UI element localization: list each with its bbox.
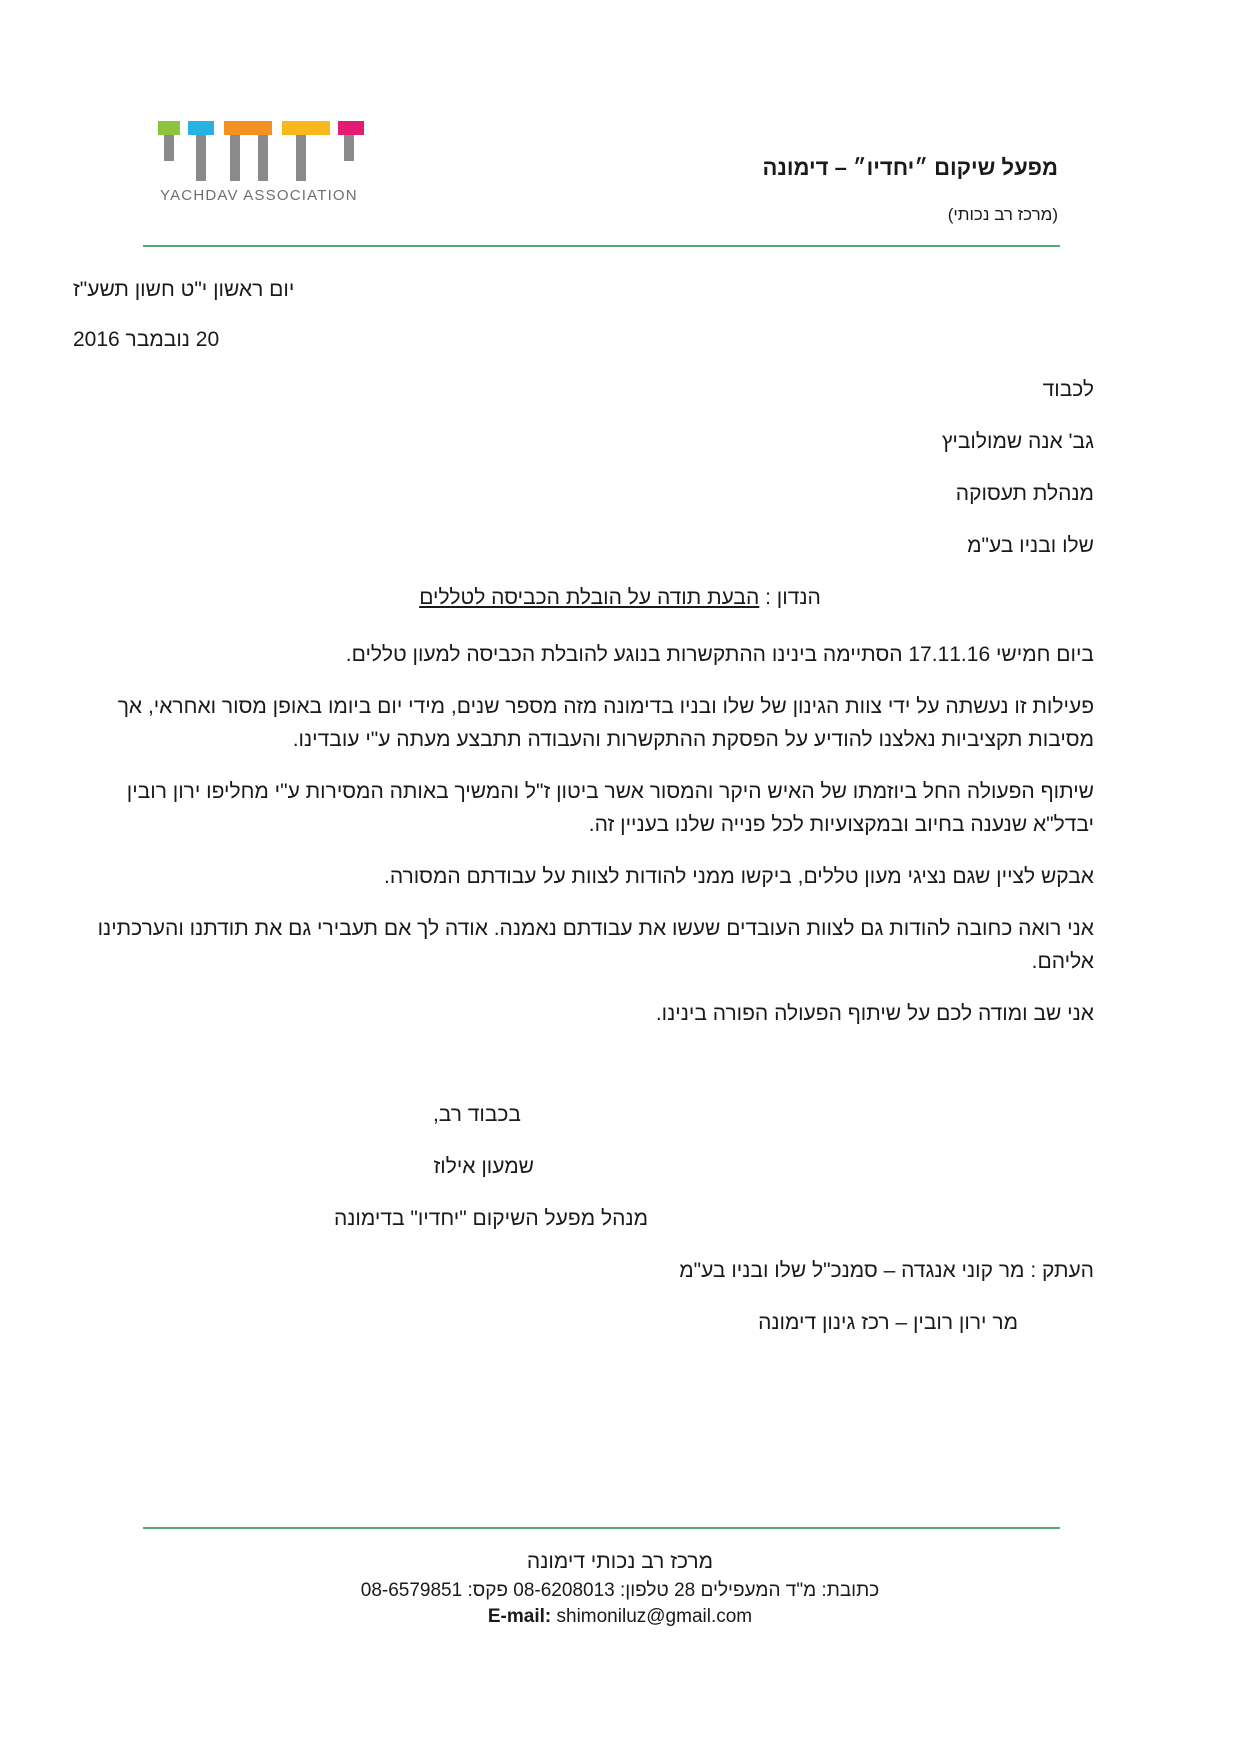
footer-email-line [0, 1606, 1240, 1628]
cc-line-1 [679, 1259, 1094, 1283]
footer-org: מרכז רב נכותי דימונה [526, 1550, 714, 1573]
footer-address: כתובת: מ"ד המעפילים 28 טלפון: 08-6208013 פקס: 08-6579851 [360, 1580, 880, 1601]
body-paragraph: שיתוף הפעולה החל ביוזמתו של האיש היקר והמסור אשר ביטון ז"ל והמשיך באותה המסירות ע"י מחליפו ירון רובין יבדל"א שנענה בחיוב ובמקצועיות לכל פנייה שלנו בעניין זה. [126, 780, 1094, 836]
org-subtitle: (מרכז רב נכותי) [947, 205, 1058, 224]
closing: בכבוד רב, [432, 1103, 521, 1126]
logo-bar-orange [224, 121, 272, 135]
cc-label: העתק : [1030, 1259, 1094, 1282]
subject-label: הנדון : [765, 586, 821, 609]
body-paragraph: אני שב ומודה לכם על שיתוף הפעולה הפורה בינינו. [655, 1002, 1094, 1025]
recipient-company: שלו ובניו בע"מ [967, 534, 1094, 557]
body-paragraph: ביום חמישי 17.11.16 הסתיימה בינינו ההתקשרות בנוגע להובלת הכביסה למעון טללים. [345, 643, 1094, 666]
logo-stem [196, 135, 206, 181]
subject-text: הבעת תודה על הובלת הכביסה לטללים [419, 586, 760, 609]
logo-bar-green [158, 121, 180, 135]
logo-stem [230, 135, 240, 181]
recipient-role: מנהלת תעסוקה [955, 482, 1094, 505]
subject-line [0, 586, 1240, 610]
body-paragraph: אני רואה כחובה להודות גם לצוות העובדים שעשו את עבודתם נאמנה. אודה לך אם תעבירי גם את תודתנו והערכתינו אליהם. [97, 917, 1094, 973]
yachdav-logo [158, 121, 366, 211]
footer-divider [143, 1527, 1060, 1529]
logo-text: YACHDAV ASSOCIATION [160, 187, 358, 204]
email-address[interactable]: shimoniluz@gmail.com [556, 1606, 753, 1627]
logo-stem [258, 135, 268, 181]
signer-name: שמעון אילוז [433, 1155, 534, 1178]
logo-stem [344, 135, 354, 161]
hebrew-date: יום ראשון י"ט חשון תשע"ז [73, 278, 295, 301]
logo-bar-blue [188, 121, 214, 135]
recipient-name: גב' אנה שמולוביץ [941, 430, 1094, 453]
email-label: E-mail: [487, 1606, 552, 1627]
body-paragraph: אבקש לציין שגם נציגי מעון טללים, ביקשו ממני להודות לצוות על עבודתם המסורה. [383, 865, 1094, 888]
gregorian-date: 20 נובמבר 2016 [73, 328, 220, 351]
salutation: לכבוד [1042, 378, 1094, 401]
logo-stem [164, 135, 174, 161]
logo-bar-pink [338, 121, 364, 135]
org-title: מפעל שיקום ״יחדיו״ – דימונה [762, 155, 1058, 180]
header-divider [143, 245, 1060, 247]
signer-title: מנהל מפעל השיקום "יחדיו" בדימונה [333, 1207, 648, 1230]
body-paragraph: פעילות זו נעשתה על ידי צוות הגינון של שלו ובניו בדימונה מזה מספר שנים, מידי יום ביומו באופן מסור ואחראי, אך מסיבות תקציביות נאלצנו להודיע על הפסקת ההתקשרות והעבודה תתבצע מעתה ע"י עובדינו. [117, 695, 1094, 751]
logo-bar-yellow [282, 121, 330, 135]
cc-recipient-1: מר קוני אנגדה – סמנכ"ל שלו ובניו בע"מ [679, 1259, 1025, 1282]
logo-stem [296, 135, 306, 181]
cc-recipient-2: מר ירון רובין – רכז גינון דימונה [758, 1311, 1018, 1334]
